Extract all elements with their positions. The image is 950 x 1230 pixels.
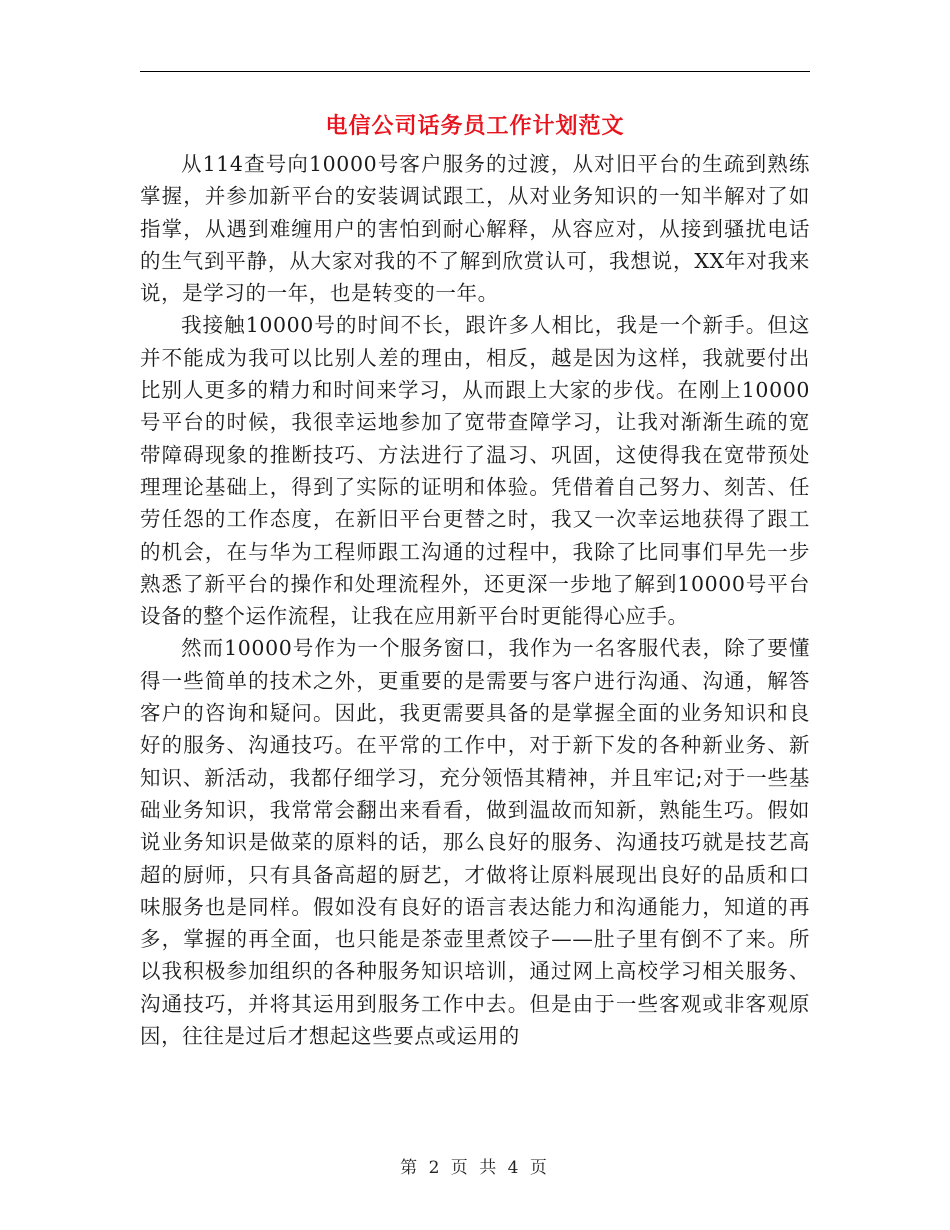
paragraph-1: 从114查号向10000号客户服务的过渡，从对旧平台的生疏到熟练掌握，并参加新平台的安装调试跟工，从对业务知识的一知半解对了如指掌，从遇到难缠用户的害怕到耐心解释，从容应对，从接到骚扰电话的生气到平静，从大家对我的不了解到欣赏认可，我想说，XX年对我来说，是学习的一年，也是转变的一年。 [140, 152, 810, 306]
document-body [140, 148, 810, 1052]
document-title: 电信公司话务员工作计划范文 [325, 113, 625, 139]
paragraph-3: 然而10000号作为一个服务窗口，我作为一名客服代表，除了要懂得一些简单的技术之外，更重要的是需要与客户进行沟通、沟通，解答客户的咨询和疑问。因此，我更需要具备的是掌握全面的业务知识和良好的服务、沟通技巧。在平常的工作中，对于新下发的各种新业务、新知识、新活动，我都仔细学习，充分领悟其精神，并且牢记;对于一些基础业务知识，我常常会翻出来看看，做到温故而知新，熟能生巧。假如说业务知识是做菜的原料的话，那么良好的服务、沟通技巧就是技艺高超的厨师，只有具备高超的厨艺，才做将让原料展现出良好的品质和口味服务也是同样。假如没有良好的语言表达能力和沟通能力，知道的再多，掌握的再全面，也只能是茶壶里煮饺子——肚子里有倒不了来。所以我积极参加组织的各种服务知识培训，通过网上高校学习相关服务、沟通技巧，并将其运用到服务工作中去。但是由于一些客观或非客观原因，往往是过后才想起这些要点或运用的 [140, 636, 810, 1049]
paragraph-2: 我接触10000号的时间不长，跟许多人相比，我是一个新手。但这并不能成为我可以比别人差的理由，相反，越是因为这样，我就要付出比别人更多的精力和时间来学习，从而跟上大家的步伐。在刚上10000号平台的时候，我很幸运地参加了宽带查障学习，让我对渐渐生疏的宽带障碍现象的推断技巧、方法进行了温习、巩固，这使得我在宽带预处理理论基础上，得到了实际的证明和体验。凭借着自己努力、刻苦、任劳任怨的工作态度，在新旧平台更替之时，我又一次幸运地获得了跟工的机会，在与华为工程师跟工沟通的过程中，我除了比同事们早先一步熟悉了新平台的操作和处理流程外，还更深一步地了解到10000号平台设备的整个运作流程，让我在应用新平台时更能得心应手。 [140, 313, 810, 629]
header-rule [140, 71, 810, 72]
page-number-footer: 第 2 页 共 4 页 [400, 1158, 550, 1178]
